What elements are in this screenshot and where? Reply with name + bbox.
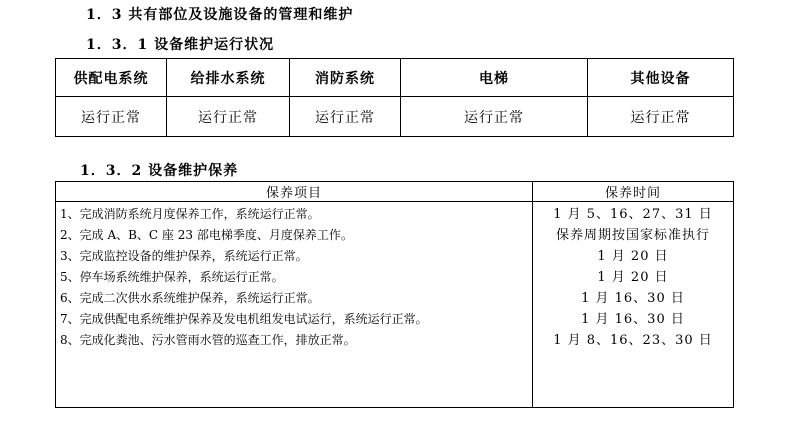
section-heading-1-3-1: 1．3．1 设备维护运行状况: [86, 37, 275, 53]
maintenance-body-row: [56, 202, 734, 408]
header-elevator: 电梯: [401, 59, 588, 97]
header-maintenance-item: 保养项目: [56, 182, 533, 202]
maintenance-table: [55, 181, 734, 408]
time-item: 1 月 16、30 日: [581, 291, 685, 306]
time-item: 1 月 16、30 日: [581, 312, 685, 327]
list-item: 5、停车场系统维护保养，系统运行正常。: [60, 270, 284, 284]
maintenance-times-cell: [533, 202, 734, 408]
time-item: 1 月 8、16、23、30 日: [553, 333, 713, 348]
section-heading-1-3-2: 1．3．2 设备维护保养: [80, 163, 239, 179]
list-item: 6、完成二次供水系统维护保养，系统运行正常。: [60, 291, 320, 305]
header-maintenance-time: 保养时间: [533, 182, 734, 202]
header-water-supply-drainage: 给排水系统: [167, 59, 290, 97]
list-item: 8、完成化粪池、污水管雨水管的巡查工作，排放正常。: [60, 333, 356, 347]
header-fire-protection: 消防系统: [290, 59, 401, 97]
list-item: 1、完成消防系统月度保养工作，系统运行正常。: [60, 207, 320, 221]
status-power-supply: 运行正常: [56, 97, 167, 137]
header-other-equipment: 其他设备: [588, 59, 734, 97]
time-item: 1 月 20 日: [597, 249, 669, 264]
maintenance-header-row: [56, 182, 734, 202]
time-item: 保养周期按国家标准执行: [555, 228, 710, 243]
list-item: 2、完成 A、B、C 座 23 部电梯季度、月度保养工作。: [60, 228, 353, 242]
status-value-row: [56, 97, 734, 137]
status-header-row: [56, 59, 734, 97]
equipment-status-table: [55, 58, 734, 137]
list-item: 7、完成供配电系统维护保养及发电机组发电试运行，系统运行正常。: [60, 312, 428, 326]
status-other-equipment: 运行正常: [588, 97, 734, 137]
status-fire-protection: 运行正常: [290, 97, 401, 137]
list-item: 3、完成监控设备的维护保养，系统运行正常。: [60, 249, 308, 263]
time-item: 1 月 20 日: [597, 270, 669, 285]
status-water-supply-drainage: 运行正常: [167, 97, 290, 137]
maintenance-items-cell: [56, 202, 533, 408]
status-elevator: 运行正常: [401, 97, 588, 137]
time-item: 1 月 5、16、27、31 日: [553, 207, 713, 222]
header-power-supply: 供配电系统: [56, 59, 167, 97]
section-heading-1-3: 1．3 共有部位及设施设备的管理和维护: [86, 7, 354, 23]
